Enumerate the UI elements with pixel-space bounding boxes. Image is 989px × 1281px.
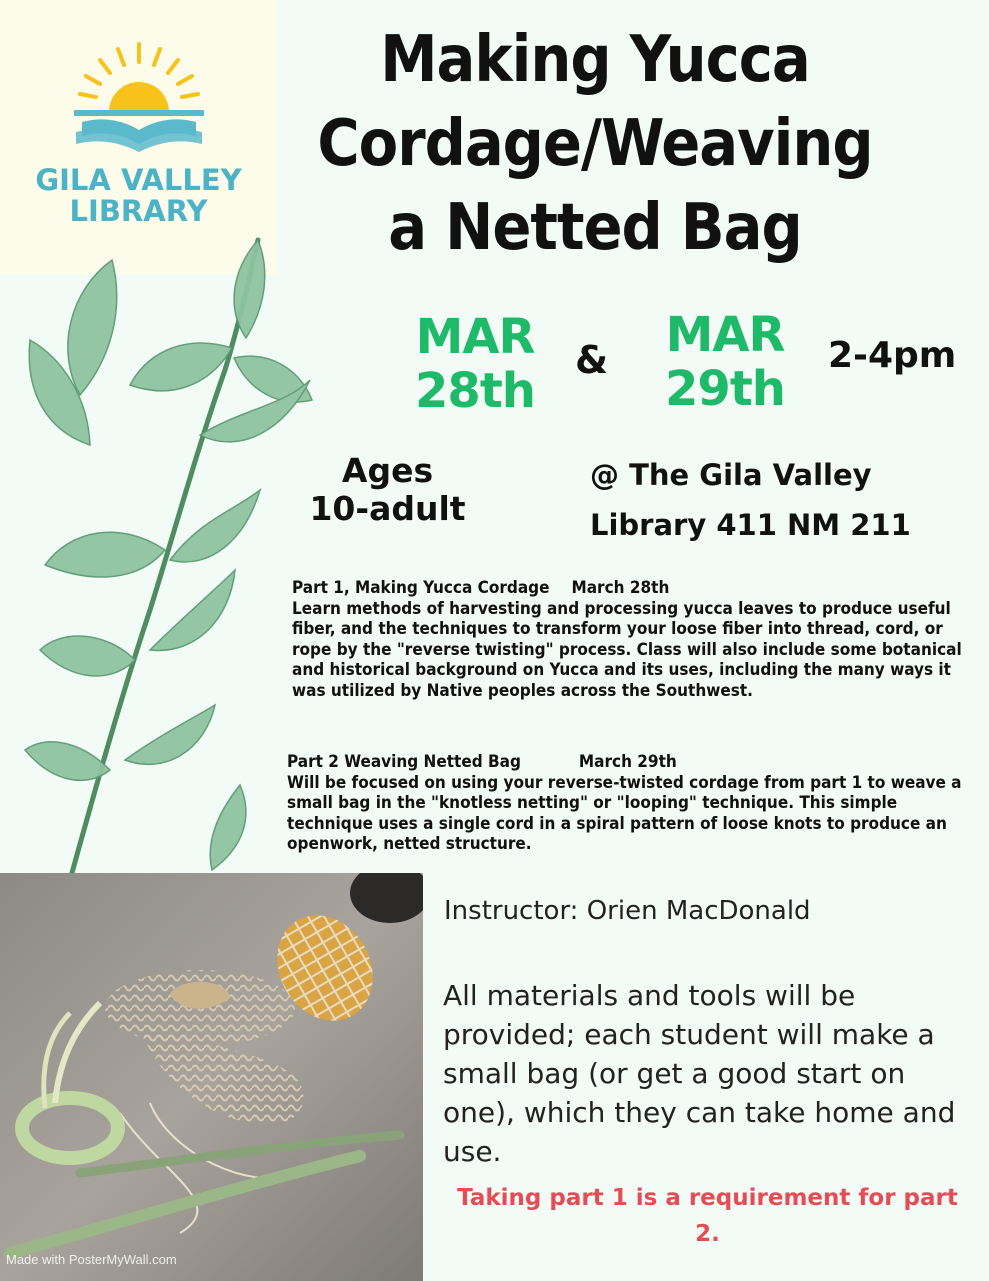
- part1-description: [292, 578, 962, 701]
- event-title: [285, 18, 905, 270]
- part1-date: March 28th: [571, 578, 670, 598]
- part1-header: [292, 578, 962, 599]
- photo-image: [0, 873, 423, 1281]
- logo-name-line1: GILA VALLEY: [35, 163, 242, 197]
- location-line1: @ The Gila Valley: [590, 458, 872, 492]
- part2-description: [287, 752, 967, 855]
- part2-heading: Part 2 Weaving Netted Bag: [287, 752, 521, 772]
- title-line1: Making Yucca: [380, 23, 810, 97]
- logo-name-line2: LIBRARY: [69, 194, 208, 228]
- first-date-day: 28th: [415, 363, 535, 419]
- netted-bag-photo: [0, 873, 423, 1281]
- requirement-note: Taking part 1 is a requirement for part 2.: [457, 1185, 958, 1247]
- part1-heading: Part 1, Making Yucca Cordage: [292, 578, 550, 598]
- title-line2: Cordage/Weaving: [317, 107, 873, 181]
- first-date: [395, 310, 555, 418]
- part2-date: March 29th: [578, 752, 677, 772]
- credit-watermark: Made with PosterMyWall.com: [6, 1252, 177, 1267]
- part2-body: Will be focused on using your reverse-twisted cordage from part 1 to weave a small bag in the "knotless netting" or "looping" technique. This simple technique uses a single cord in a spiral pattern of loose knots to produce an openwork, netted structure.: [287, 772, 962, 854]
- first-date-month: MAR: [415, 309, 535, 365]
- materials-info: All materials and tools will be provided; each student will make a small bag (or get a good start on one), which they can take home and use.: [443, 979, 956, 1168]
- part2-header: [287, 752, 967, 773]
- second-date-day: 29th: [665, 361, 785, 417]
- age-range: [300, 452, 475, 528]
- event-location: [590, 450, 911, 550]
- leaves-illustration: [0, 230, 320, 880]
- location-line2: Library 411 NM 211: [590, 508, 911, 542]
- event-time: 2-4pm: [828, 335, 957, 376]
- instructor-name: Instructor: Orien MacDonald: [444, 896, 811, 926]
- second-date: [645, 308, 805, 416]
- ages-line2: 10-adult: [309, 489, 466, 528]
- ages-line1: Ages: [341, 451, 434, 490]
- ampersand: &: [575, 338, 609, 382]
- second-date-month: MAR: [665, 307, 785, 363]
- title-line3: a Netted Bag: [388, 191, 802, 265]
- part1-body: Learn methods of harvesting and processing yucca leaves to produce useful fiber, and the techniques to transform your loose fiber into thread, cord, or rope by the "reverse twisting" process. Class will also include some botanical and historical background on Yucca and its uses, including the many ways it was utilized by Native peoples across the Southwest.: [292, 598, 962, 701]
- sun-book-icon: [72, 40, 207, 165]
